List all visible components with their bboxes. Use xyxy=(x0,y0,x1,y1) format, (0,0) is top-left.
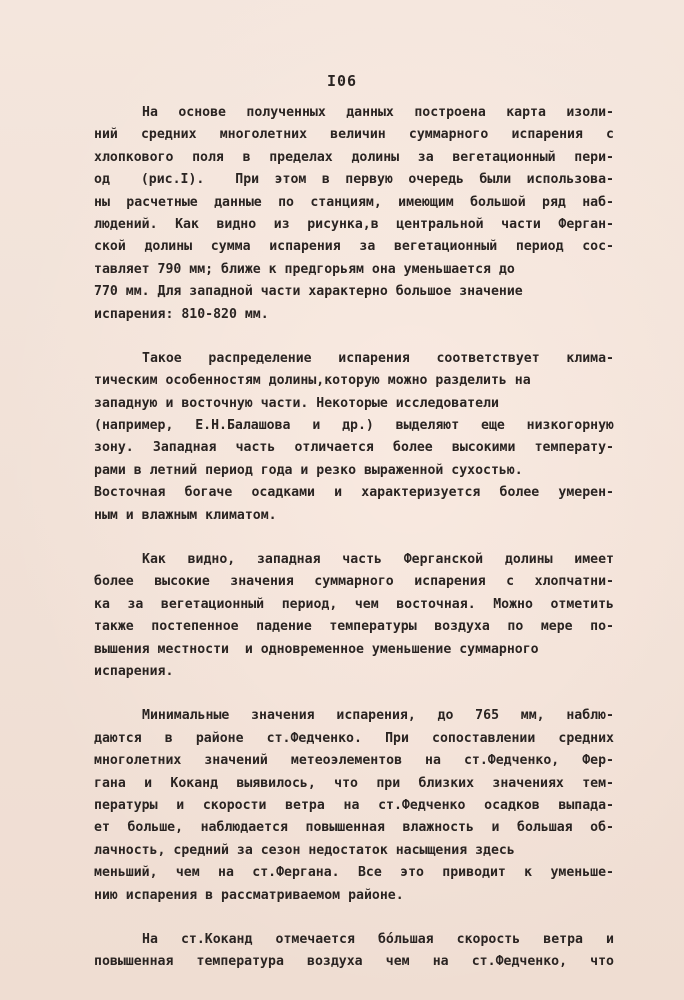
text-line: западную и восточную части. Некоторые исследователи xyxy=(94,395,499,411)
text-line: пературы и скорости ветра на ст.Федченко осадков выпада- xyxy=(94,797,614,813)
text-line: даются в районе ст.Федченко. При сопоставлении средних xyxy=(94,730,614,746)
text-line: ет больше, наблюдается повышенная влажность и большая об- xyxy=(94,820,614,836)
paragraph-2 xyxy=(94,348,614,527)
text-line: повышенная температура воздуха чем на ст.Федченко, что xyxy=(94,954,614,970)
text-line: хлопкового поля в пределах долины за вегетационный пери- xyxy=(94,149,614,165)
text-line: также постепенное падение температуры воздуха по мере по- xyxy=(94,619,614,635)
text-line: испарения: 810-820 мм. xyxy=(94,306,269,322)
text-line: ным и влажным климатом. xyxy=(94,507,277,523)
text-line: зону. Западная часть отличается более высокими температу- xyxy=(94,440,614,456)
text-line: людений. Как видно из рисунка,в центральной части Ферган- xyxy=(94,216,614,232)
text-line: тавляет 790 мм; ближе к предгорьям она уменьшается до xyxy=(94,261,515,277)
text-line: 770 мм. Для западной части характерно большое значение xyxy=(94,284,523,300)
text-line: испарения. xyxy=(94,663,174,679)
text-line: ний средних многолетних величин суммарного испарения с xyxy=(94,127,614,143)
text-line: На основе полученных данных построена карта изоли- xyxy=(142,105,614,120)
paragraph-5 xyxy=(94,929,614,974)
paragraph-4 xyxy=(94,705,614,907)
page-number: I06 xyxy=(326,72,358,90)
text-line: гана и Коканд выявилось, что при близких значениях тем- xyxy=(94,775,614,791)
text-line: од (рис.I). При этом в первую очередь были использова- xyxy=(94,172,614,188)
text-line: Как видно, западная часть Ферганской долины имеет xyxy=(142,552,614,568)
text-line: Такое распределение испарения соответствует клима- xyxy=(142,350,614,366)
text-line: более высокие значения суммарного испарения с хлопчатни- xyxy=(94,574,614,590)
paragraph-1 xyxy=(94,102,614,326)
text-line: нию испарения в рассматриваемом районе. xyxy=(94,887,404,903)
text-line: Восточная богаче осадками и характеризуется более умерен- xyxy=(94,485,614,501)
text-line: вышения местности и одновременное уменьшение суммарного xyxy=(94,641,539,657)
text-line: тическим особенностям долины,которую можно разделить на xyxy=(94,373,531,389)
text-line: (например, Е.Н.Балашова и др.) выделяют еще низкогорную xyxy=(94,418,614,434)
paragraph-3 xyxy=(94,549,614,683)
text-line: меньший, чем на ст.Фергана. Все это приводит к уменьше- xyxy=(94,865,614,881)
text-line: многолетних значений метеоэлементов на ст.Федченко, Фер- xyxy=(94,753,614,769)
text-line: лачность, средний за сезон недостаток насыщения здесь xyxy=(94,842,515,858)
text-line: Минимальные значения испарения, до 765 мм, наблю- xyxy=(142,708,614,724)
text-line: ны расчетные данные по станциям, имеющим большой ряд наб- xyxy=(94,194,614,210)
text-line: ка за вегетационный период, чем восточная. Можно отметить xyxy=(94,596,614,612)
text-line: ской долины сумма испарения за вегетационный период сос- xyxy=(94,239,614,255)
text-line: рами в летний период года и резко выраженной сухостью. xyxy=(94,462,523,478)
text-line: На ст.Коканд отмечается бо́льшая скорость ветра и xyxy=(142,931,614,947)
body-text xyxy=(94,102,614,996)
